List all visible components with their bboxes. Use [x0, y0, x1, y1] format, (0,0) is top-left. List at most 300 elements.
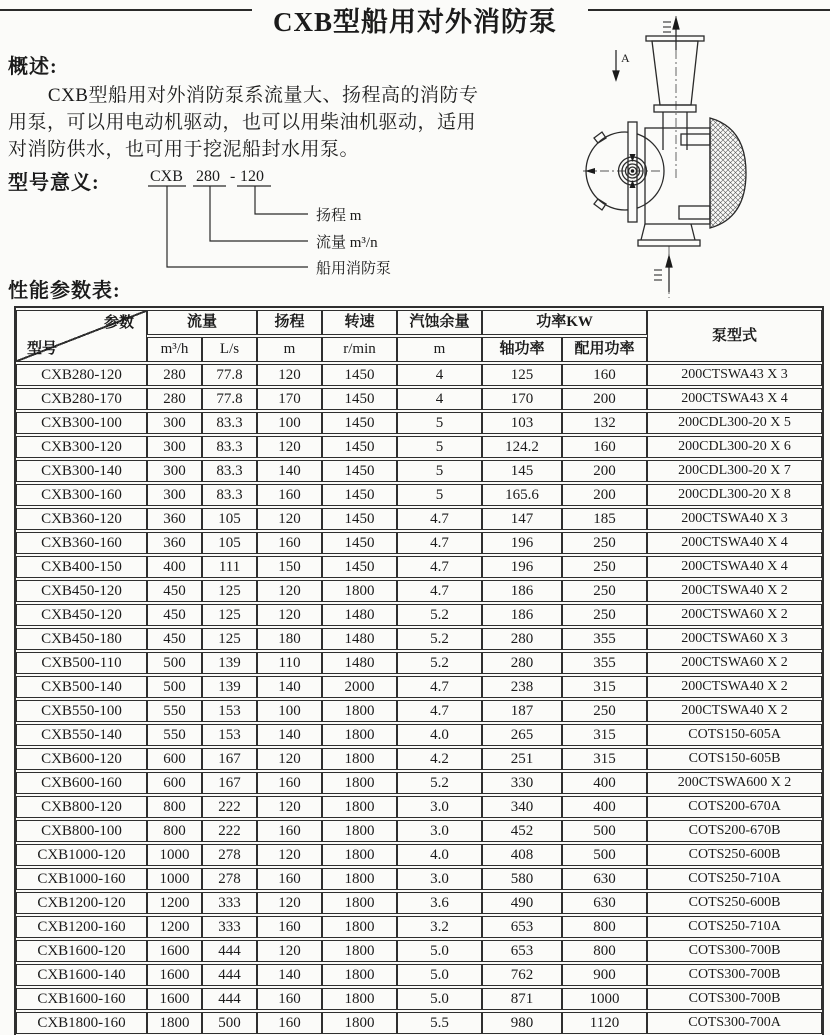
table-row — [16, 436, 822, 458]
cell-speed: 1450 — [322, 556, 397, 578]
header-flow-ls-unit: L/s — [202, 337, 257, 362]
cell-flow-m3h: 1200 — [147, 916, 202, 938]
cell-npsh: 4 — [397, 388, 482, 410]
cell-shaft-power: 980 — [482, 1012, 562, 1034]
cell-flow-ls: 500 — [202, 1012, 257, 1034]
cell-rated-power: 355 — [562, 628, 647, 650]
cell-shaft-power: 103 — [482, 412, 562, 434]
cell-rated-power: 315 — [562, 724, 647, 746]
cell-npsh: 5.0 — [397, 988, 482, 1010]
cell-flow-ls: 444 — [202, 988, 257, 1010]
cell-pump-type: 200CTSWA43 X 3 — [647, 364, 822, 386]
cell-pump-type: 200CDL300-20 X 7 — [647, 460, 822, 482]
table-row — [16, 820, 822, 842]
cell-pump-type: COTS200-670A — [647, 796, 822, 818]
cell-model: CXB300-160 — [16, 484, 147, 506]
header-power: 功率KW — [482, 310, 647, 335]
cell-model: CXB500-140 — [16, 676, 147, 698]
cell-npsh: 5.0 — [397, 940, 482, 962]
cell-flow-ls: 167 — [202, 772, 257, 794]
leader-series — [167, 186, 308, 267]
cell-npsh: 4.0 — [397, 724, 482, 746]
cell-npsh: 5 — [397, 436, 482, 458]
cell-speed: 1800 — [322, 868, 397, 890]
cell-shaft-power: 187 — [482, 700, 562, 722]
cell-speed: 1450 — [322, 412, 397, 434]
cell-speed: 1450 — [322, 508, 397, 530]
cell-flow-ls: 83.3 — [202, 436, 257, 458]
code-flow: 280 — [196, 168, 220, 185]
cell-rated-power: 1120 — [562, 1012, 647, 1034]
cell-pump-type: COTS150-605B — [647, 748, 822, 770]
shaft-center-dot — [631, 169, 635, 173]
cell-head: 170 — [257, 388, 322, 410]
table-row — [16, 676, 822, 698]
cell-head: 160 — [257, 484, 322, 506]
cell-model: CXB300-140 — [16, 460, 147, 482]
cell-flow-m3h: 1000 — [147, 868, 202, 890]
cell-pump-type: 200CTSWA43 X 4 — [647, 388, 822, 410]
cell-speed: 1480 — [322, 604, 397, 626]
cell-flow-m3h: 300 — [147, 460, 202, 482]
cell-flow-m3h: 550 — [147, 724, 202, 746]
header-flow-m3h-unit: m³/h — [147, 337, 202, 362]
cell-flow-ls: 333 — [202, 892, 257, 914]
cell-rated-power: 185 — [562, 508, 647, 530]
cell-shaft-power: 125 — [482, 364, 562, 386]
header-flow: 流量 — [147, 310, 257, 335]
cell-speed: 2000 — [322, 676, 397, 698]
table-row — [16, 364, 822, 386]
page-title: CXB型船用对外消防泵 — [272, 7, 557, 37]
cell-npsh: 3.2 — [397, 916, 482, 938]
bottom-flange — [638, 240, 700, 246]
cell-model: CXB1600-140 — [16, 964, 147, 986]
cell-flow-ls: 125 — [202, 628, 257, 650]
code-head: 120 — [240, 168, 264, 185]
table-row — [16, 844, 822, 866]
cell-flow-m3h: 300 — [147, 436, 202, 458]
cell-rated-power: 250 — [562, 604, 647, 626]
cell-model: CXB450-180 — [16, 628, 147, 650]
tiny-annotation-marks-bottom — [654, 270, 662, 280]
cell-head: 120 — [257, 580, 322, 602]
cell-npsh: 5.2 — [397, 604, 482, 626]
cell-shaft-power: 186 — [482, 580, 562, 602]
body-upper-bracket — [681, 134, 710, 145]
cell-rated-power: 250 — [562, 532, 647, 554]
table-row — [16, 868, 822, 890]
cell-speed: 1800 — [322, 988, 397, 1010]
cell-npsh: 3.0 — [397, 820, 482, 842]
cell-model: CXB550-100 — [16, 700, 147, 722]
cell-rated-power: 800 — [562, 940, 647, 962]
discharge-cone — [652, 41, 698, 105]
header-param-label: 参数 — [103, 315, 134, 331]
cell-shaft-power: 147 — [482, 508, 562, 530]
cell-npsh: 3.0 — [397, 796, 482, 818]
cell-flow-ls: 153 — [202, 724, 257, 746]
cell-flow-m3h: 600 — [147, 772, 202, 794]
cell-flow-m3h: 1200 — [147, 892, 202, 914]
header-pump-type: 泵型式 — [647, 310, 822, 362]
cell-shaft-power: 408 — [482, 844, 562, 866]
cell-npsh: 5.2 — [397, 652, 482, 674]
cell-flow-m3h: 1000 — [147, 844, 202, 866]
cell-flow-m3h: 1800 — [147, 1012, 202, 1034]
cell-rated-power: 250 — [562, 700, 647, 722]
cell-npsh: 4.7 — [397, 508, 482, 530]
cell-flow-m3h: 280 — [147, 388, 202, 410]
cell-shaft-power: 165.6 — [482, 484, 562, 506]
table-row — [16, 940, 822, 962]
cell-speed: 1800 — [322, 1012, 397, 1034]
cell-pump-type: COTS250-600B — [647, 892, 822, 914]
cell-speed: 1450 — [322, 460, 397, 482]
cell-speed: 1480 — [322, 652, 397, 674]
cell-shaft-power: 251 — [482, 748, 562, 770]
cell-model: CXB400-150 — [16, 556, 147, 578]
overview-paragraph — [8, 82, 560, 163]
overview-line: 用泵，可以用电动机驱动，也可以用柴油机驱动，适用 — [8, 112, 477, 133]
cell-flow-m3h: 1600 — [147, 988, 202, 1010]
cell-head: 140 — [257, 460, 322, 482]
cell-flow-ls: 333 — [202, 916, 257, 938]
cell-flow-m3h: 400 — [147, 556, 202, 578]
table-row — [16, 388, 822, 410]
discharge-top-flange — [646, 36, 704, 41]
cell-flow-ls: 278 — [202, 868, 257, 890]
cell-pump-type: COTS300-700A — [647, 1012, 822, 1034]
cell-speed: 1800 — [322, 940, 397, 962]
header-speed-unit: r/min — [322, 337, 397, 362]
section-a-label: A — [621, 51, 630, 65]
cell-speed: 1450 — [322, 484, 397, 506]
cell-model: CXB500-110 — [16, 652, 147, 674]
cell-model: CXB300-100 — [16, 412, 147, 434]
table-row — [16, 604, 822, 626]
cell-npsh: 4.7 — [397, 532, 482, 554]
cell-head: 140 — [257, 724, 322, 746]
cell-head: 140 — [257, 964, 322, 986]
cell-rated-power: 630 — [562, 868, 647, 890]
cell-model: CXB360-160 — [16, 532, 147, 554]
cell-npsh: 5 — [397, 460, 482, 482]
header-param-model — [16, 310, 147, 362]
cell-flow-m3h: 800 — [147, 820, 202, 842]
header-speed: 转速 — [322, 310, 397, 335]
cell-head: 120 — [257, 796, 322, 818]
cell-speed: 1800 — [322, 820, 397, 842]
cell-rated-power: 400 — [562, 796, 647, 818]
cell-speed: 1800 — [322, 772, 397, 794]
cell-shaft-power: 871 — [482, 988, 562, 1010]
cell-model: CXB800-120 — [16, 796, 147, 818]
header-head-unit: m — [257, 337, 322, 362]
cell-shaft-power: 653 — [482, 916, 562, 938]
cell-model: CXB450-120 — [16, 604, 147, 626]
table-row — [16, 460, 822, 482]
cell-head: 120 — [257, 508, 322, 530]
table-row — [16, 1012, 822, 1034]
cell-rated-power: 250 — [562, 556, 647, 578]
cell-flow-ls: 167 — [202, 748, 257, 770]
cell-pump-type: 200CTSWA40 X 4 — [647, 532, 822, 554]
header-npsh: 汽蚀余量 — [397, 310, 482, 335]
cell-npsh: 3.6 — [397, 892, 482, 914]
cell-pump-type: 200CDL300-20 X 6 — [647, 436, 822, 458]
cell-flow-ls: 278 — [202, 844, 257, 866]
cell-shaft-power: 490 — [482, 892, 562, 914]
cell-head: 180 — [257, 628, 322, 650]
cell-npsh: 5 — [397, 412, 482, 434]
cell-head: 140 — [257, 676, 322, 698]
cell-npsh: 4 — [397, 364, 482, 386]
cell-head: 120 — [257, 364, 322, 386]
cell-flow-ls: 444 — [202, 940, 257, 962]
cell-pump-type: COTS250-710A — [647, 868, 822, 890]
cell-npsh: 4.2 — [397, 748, 482, 770]
cell-pump-type: COTS300-700B — [647, 940, 822, 962]
cell-flow-m3h: 300 — [147, 412, 202, 434]
cell-pump-type: 200CTSWA600 X 2 — [647, 772, 822, 794]
model-meaning-heading: 型号意义: — [8, 172, 100, 194]
cell-model: CXB800-100 — [16, 820, 147, 842]
cell-flow-ls: 125 — [202, 580, 257, 602]
top-flow-arrowhead — [673, 18, 679, 29]
cell-rated-power: 315 — [562, 676, 647, 698]
cell-flow-m3h: 600 — [147, 748, 202, 770]
cell-model: CXB360-120 — [16, 508, 147, 530]
cell-shaft-power: 280 — [482, 628, 562, 650]
cell-model: CXB550-140 — [16, 724, 147, 746]
table-row — [16, 748, 822, 770]
table-row — [16, 964, 822, 986]
cell-rated-power: 800 — [562, 916, 647, 938]
cell-flow-m3h: 450 — [147, 628, 202, 650]
overview-line: CXB型船用对外消防泵系流量大、扬程高的消防专 — [47, 85, 479, 106]
cell-npsh: 4.0 — [397, 844, 482, 866]
cell-head: 110 — [257, 652, 322, 674]
cell-flow-ls: 105 — [202, 532, 257, 554]
cell-shaft-power: 196 — [482, 556, 562, 578]
performance-heading: 性能参数表: — [8, 280, 121, 302]
table-row — [16, 652, 822, 674]
callout-series-label: 船用消防泵 — [316, 261, 392, 277]
cell-head: 160 — [257, 868, 322, 890]
cell-rated-power: 355 — [562, 652, 647, 674]
cell-flow-ls: 444 — [202, 964, 257, 986]
table-row — [16, 508, 822, 530]
code-series: CXB — [150, 168, 183, 185]
cell-pump-type: 200CDL300-20 X 5 — [647, 412, 822, 434]
leader-head — [255, 186, 308, 214]
cell-shaft-power: 653 — [482, 940, 562, 962]
cell-head: 160 — [257, 772, 322, 794]
cell-speed: 1800 — [322, 796, 397, 818]
cell-model: CXB1000-160 — [16, 868, 147, 890]
cell-speed: 1800 — [322, 916, 397, 938]
cell-rated-power: 630 — [562, 892, 647, 914]
table-row — [16, 484, 822, 506]
section-a-arrowhead — [613, 71, 619, 80]
cell-pump-type: COTS250-710A — [647, 916, 822, 938]
header-shaft-power: 轴功率 — [482, 337, 562, 362]
cell-pump-type: COTS250-600B — [647, 844, 822, 866]
cell-rated-power: 160 — [562, 436, 647, 458]
cell-rated-power: 200 — [562, 484, 647, 506]
cell-rated-power: 200 — [562, 388, 647, 410]
table-row — [16, 892, 822, 914]
motor-dome — [710, 118, 746, 228]
cell-flow-m3h: 1600 — [147, 940, 202, 962]
suction-pipe-left — [641, 224, 645, 240]
cell-speed: 1800 — [322, 748, 397, 770]
cell-rated-power: 1000 — [562, 988, 647, 1010]
cell-flow-ls: 139 — [202, 652, 257, 674]
cell-flow-ls: 125 — [202, 604, 257, 626]
cell-rated-power: 500 — [562, 820, 647, 842]
performance-table-body — [16, 364, 822, 1034]
header-rated-power: 配用功率 — [562, 337, 647, 362]
cell-shaft-power: 330 — [482, 772, 562, 794]
header-row-1 — [16, 310, 822, 335]
cell-shaft-power: 280 — [482, 652, 562, 674]
cell-flow-m3h: 300 — [147, 484, 202, 506]
cell-flow-ls: 222 — [202, 820, 257, 842]
cell-rated-power: 250 — [562, 580, 647, 602]
cell-pump-type: 200CTSWA40 X 2 — [647, 676, 822, 698]
body-lower-bracket — [679, 206, 710, 219]
cell-speed: 1800 — [322, 724, 397, 746]
cell-npsh: 4.7 — [397, 580, 482, 602]
cell-head: 160 — [257, 820, 322, 842]
cell-shaft-power: 580 — [482, 868, 562, 890]
cell-head: 150 — [257, 556, 322, 578]
cell-model: CXB1600-160 — [16, 988, 147, 1010]
cell-speed: 1800 — [322, 964, 397, 986]
cell-npsh: 5.2 — [397, 772, 482, 794]
cell-model: CXB280-120 — [16, 364, 147, 386]
table-row — [16, 796, 822, 818]
cell-rated-power: 400 — [562, 772, 647, 794]
cell-pump-type: COTS150-605A — [647, 724, 822, 746]
overview-line: 对消防供水，也可用于挖泥船封水用泵。 — [8, 139, 360, 160]
cell-head: 120 — [257, 748, 322, 770]
cell-shaft-power: 170 — [482, 388, 562, 410]
cell-head: 120 — [257, 436, 322, 458]
cell-head: 120 — [257, 604, 322, 626]
cell-head: 160 — [257, 988, 322, 1010]
cell-rated-power: 160 — [562, 364, 647, 386]
overview-heading: 概述: — [8, 56, 58, 78]
tiny-annotation-marks-top — [663, 22, 671, 32]
cell-flow-m3h: 450 — [147, 580, 202, 602]
cell-rated-power: 500 — [562, 844, 647, 866]
cell-flow-ls: 139 — [202, 676, 257, 698]
cell-rated-power: 900 — [562, 964, 647, 986]
cell-flow-ls: 77.8 — [202, 388, 257, 410]
cell-flow-m3h: 280 — [147, 364, 202, 386]
table-row — [16, 772, 822, 794]
cell-pump-type: 200CTSWA40 X 3 — [647, 508, 822, 530]
cell-head: 160 — [257, 532, 322, 554]
cell-shaft-power: 124.2 — [482, 436, 562, 458]
performance-table — [14, 306, 824, 1035]
cell-pump-type: 200CTSWA40 X 2 — [647, 700, 822, 722]
cell-flow-m3h: 800 — [147, 796, 202, 818]
cell-pump-type: COTS300-700B — [647, 964, 822, 986]
cell-speed: 1450 — [322, 436, 397, 458]
pump-technical-drawing — [583, 10, 830, 302]
cell-flow-m3h: 360 — [147, 532, 202, 554]
cell-pump-type: COTS300-700B — [647, 988, 822, 1010]
header-head: 扬程 — [257, 310, 322, 335]
cell-head: 160 — [257, 1012, 322, 1034]
cell-npsh: 4.7 — [397, 676, 482, 698]
cell-flow-m3h: 450 — [147, 604, 202, 626]
discharge-lower-flange — [654, 105, 696, 112]
cell-flow-m3h: 500 — [147, 676, 202, 698]
cell-head: 100 — [257, 700, 322, 722]
cell-head: 100 — [257, 412, 322, 434]
cell-npsh: 5.0 — [397, 964, 482, 986]
cell-shaft-power: 145 — [482, 460, 562, 482]
table-row — [16, 532, 822, 554]
cell-flow-m3h: 500 — [147, 652, 202, 674]
cell-speed: 1450 — [322, 532, 397, 554]
cell-speed: 1480 — [322, 628, 397, 650]
cell-pump-type: 200CDL300-20 X 8 — [647, 484, 822, 506]
cell-flow-ls: 83.3 — [202, 460, 257, 482]
cell-shaft-power: 238 — [482, 676, 562, 698]
cell-pump-type: 200CTSWA60 X 2 — [647, 652, 822, 674]
cell-npsh: 4.7 — [397, 700, 482, 722]
cell-speed: 1800 — [322, 580, 397, 602]
table-row — [16, 700, 822, 722]
cell-flow-ls: 153 — [202, 700, 257, 722]
callout-head-label: 扬程 m — [316, 208, 362, 224]
cell-pump-type: COTS200-670B — [647, 820, 822, 842]
table-row — [16, 412, 822, 434]
pump-body — [645, 128, 710, 224]
cell-npsh: 4.7 — [397, 556, 482, 578]
suction-pipe-right — [691, 224, 695, 240]
cell-speed: 1800 — [322, 700, 397, 722]
code-separator: - — [230, 168, 236, 185]
cell-head: 160 — [257, 916, 322, 938]
cell-npsh: 5.5 — [397, 1012, 482, 1034]
cell-speed: 1800 — [322, 892, 397, 914]
cell-model: CXB450-120 — [16, 580, 147, 602]
table-row — [16, 580, 822, 602]
cell-flow-ls: 83.3 — [202, 484, 257, 506]
cell-npsh: 5 — [397, 484, 482, 506]
cell-npsh: 5.2 — [397, 628, 482, 650]
cell-flow-ls: 222 — [202, 796, 257, 818]
cell-model: CXB1600-120 — [16, 940, 147, 962]
cell-shaft-power: 762 — [482, 964, 562, 986]
cell-flow-m3h: 1600 — [147, 964, 202, 986]
cell-shaft-power: 196 — [482, 532, 562, 554]
cell-model: CXB300-120 — [16, 436, 147, 458]
table-row — [16, 556, 822, 578]
cell-flow-ls: 77.8 — [202, 364, 257, 386]
cell-model: CXB1000-120 — [16, 844, 147, 866]
cell-rated-power: 132 — [562, 412, 647, 434]
cell-shaft-power: 265 — [482, 724, 562, 746]
cell-npsh: 3.0 — [397, 868, 482, 890]
